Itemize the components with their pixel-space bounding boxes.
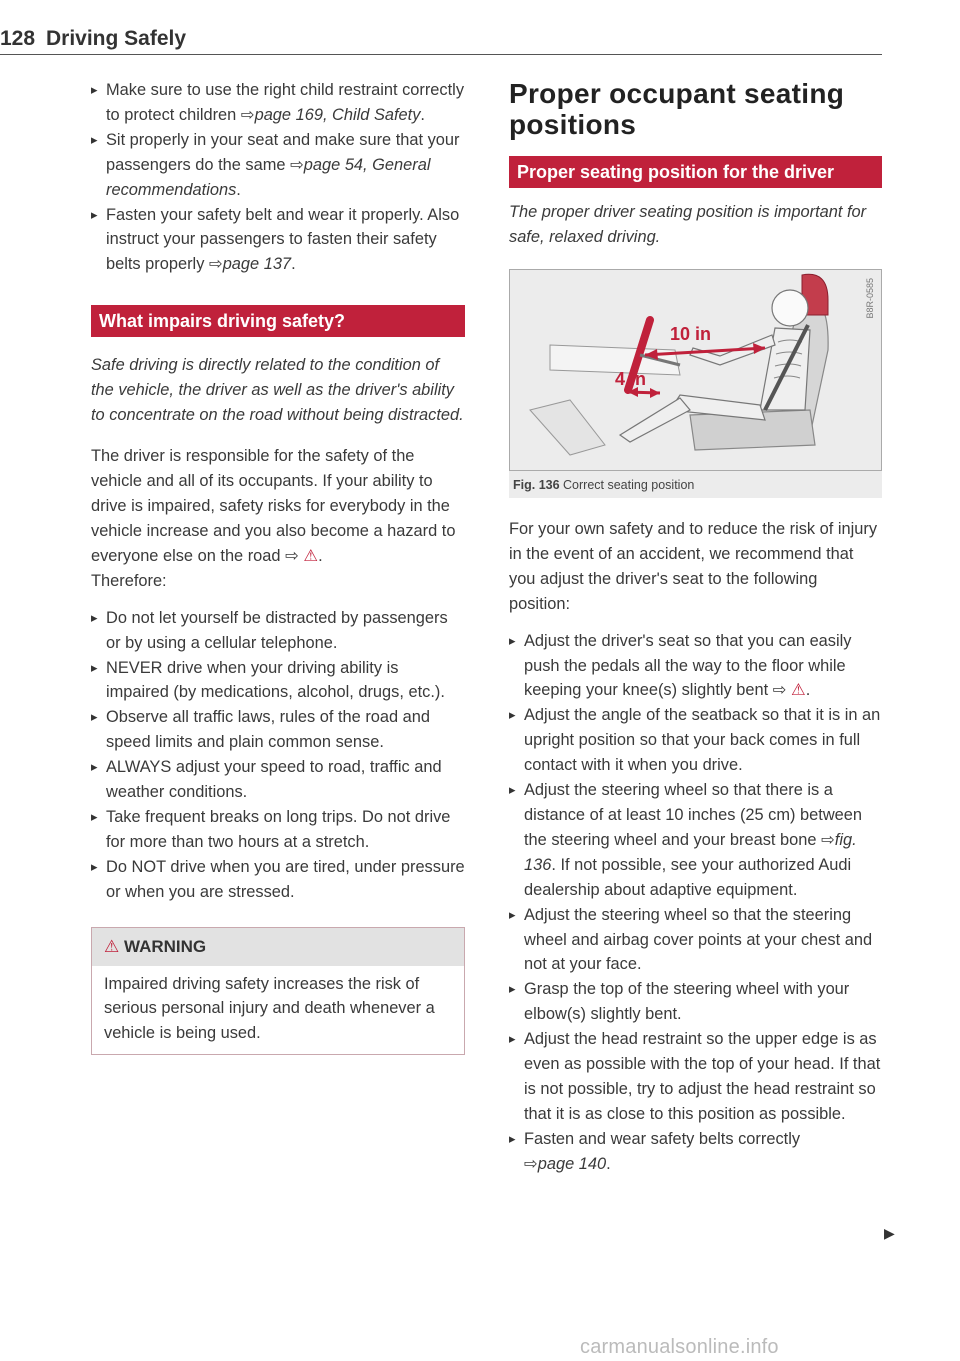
- left-column: [91, 78, 465, 1055]
- header-divider: [0, 54, 882, 55]
- seating-illustration: [509, 269, 882, 471]
- ref-arrow-icon: ⇨: [821, 830, 835, 849]
- right-column: [509, 78, 882, 1177]
- list-item: ▸ Adjust the angle of the seatback so that it is in an upright position so that your back comes in full contact with it when you drive.: [509, 703, 882, 778]
- list-item: ▸ Do not let yourself be distracted by passengers or by using a cellular telephone.: [91, 606, 465, 656]
- warning-box: [91, 927, 465, 1056]
- list-item: ▸ Fasten your safety belt and wear it properly. Also instruct your passengers to fasten their safety belts properly ⇨page 137.: [91, 203, 465, 278]
- list-item: ▸ Do NOT drive when you are tired, under pressure or when you are stressed.: [91, 855, 465, 905]
- body-text: For your own safety and to reduce the risk of injury in the event of an accident, we recommend that you adjust the driver's seat to the following position:: [509, 520, 878, 613]
- bullet-list-bottom: [91, 606, 465, 905]
- measurement-label-4in: 4 in: [615, 369, 647, 389]
- figure-code: B8R-0585: [865, 278, 875, 319]
- warning-header: [92, 928, 464, 966]
- page-title: Proper occupant seating positions: [509, 78, 845, 140]
- list-item: ▸ ALWAYS adjust your speed to road, traffic and weather conditions.: [91, 755, 465, 805]
- warning-title: WARNING: [123, 936, 207, 956]
- continue-arrow-icon: ▶: [884, 1225, 895, 1241]
- list-item: ▸ Grasp the top of the steering wheel with your elbow(s) slightly bent.: [509, 977, 882, 1027]
- warning-text: Impaired driving safety increases the risk of serious personal injury and death whenever a vehicle is being used.: [104, 974, 435, 1043]
- bullet-list-right: [509, 629, 882, 1177]
- figure-link[interactable]: fig. 136: [524, 830, 857, 874]
- intro-text: The proper driver seating position is important for safe, relaxed driving.: [509, 203, 867, 246]
- page-link[interactable]: page 137: [222, 255, 292, 274]
- section-heading: Proper seating position for the driver: [509, 156, 882, 188]
- section-heading: What impairs driving safety?: [91, 305, 465, 337]
- page-number: 128: [0, 27, 36, 50]
- figure-number: Fig. 136: [513, 478, 560, 492]
- list-item: ▸ Adjust the driver's seat so that you can easily push the pedals all the way to the floor while keeping your knee(s) slightly bent ⇨ ⚠.: [509, 629, 882, 704]
- list-item: ▸ Take frequent breaks on long trips. Do not drive for more than two hours at a stretch.: [91, 805, 465, 855]
- ref-arrow-icon: ⇨: [208, 255, 223, 274]
- page-link[interactable]: page 169, Child Safety: [254, 105, 421, 124]
- body-text: The driver is responsible for the safety of the vehicle and all of its occupants. If your ability to drive is impaired, safety risks for everybody in the vehicle increase and you also become a hazard to everyone else on the road ⇨ ⚠. Therefore:: [91, 447, 456, 590]
- list-item: ▸ Observe all traffic laws, rules of the road and speed limits and plain common sense.: [91, 705, 465, 755]
- ref-arrow-icon: ⇨: [772, 681, 787, 700]
- intro-text: Safe driving is directly related to the condition of the vehicle, the driver as well as the driver's ability to concentrate on the road without being distracted.: [91, 356, 464, 425]
- list-item: ▸ Adjust the steering wheel so that there is a distance of at least 10 inches (25 cm) between the steering wheel and your breast bone ⇨fig. 136. If not possible, see your authorized Audi dealership about adaptive equipment.: [509, 778, 882, 903]
- ref-arrow-icon: ⇨: [285, 546, 299, 565]
- list-item: ▸ Adjust the steering wheel so that the steering wheel and airbag cover points at your chest and not at your face.: [509, 903, 882, 978]
- list-item: ▸ NEVER drive when your driving ability is impaired (by medications, alcohol, drugs, etc.).: [91, 656, 465, 706]
- ref-arrow-icon: ⇨: [240, 105, 255, 124]
- section-title: Driving Safely: [46, 27, 187, 50]
- seating-position-drawing: [510, 270, 881, 470]
- warning-triangle-icon: ⚠: [303, 546, 319, 565]
- list-item: ▸ Sit properly in your seat and make sure that your passengers do the same ⇨page 54, General recommendations.: [91, 128, 465, 203]
- list-item: ▸ Fasten and wear safety belts correctly ⇨page 140.: [509, 1127, 882, 1177]
- measurement-label-10in: 10 in: [670, 324, 712, 344]
- warning-triangle-icon: ⚠: [104, 936, 120, 956]
- figure-caption: [509, 471, 882, 498]
- ref-arrow-icon: ⇨: [290, 155, 304, 174]
- ref-arrow-icon: ⇨: [524, 1154, 538, 1173]
- list-item: ▸ Adjust the head restraint so the upper edge is as even as possible with the top of your head. If that is not possible, try to adjust the head restraint so that it is as close to this position as possible.: [509, 1027, 882, 1127]
- warning-body: [92, 966, 464, 1055]
- list-item: ▸ Make sure to use the right child restraint correctly to protect children ⇨page 169, Child Safety.: [91, 78, 465, 128]
- page-link[interactable]: page 140: [537, 1154, 607, 1173]
- bullet-list-top: [91, 78, 465, 277]
- figure: [509, 269, 882, 498]
- page-link[interactable]: page 54, General recommendations: [106, 155, 431, 199]
- figure-caption-text: Correct seating position: [563, 478, 695, 492]
- watermark: carmanualsonline.info: [580, 1336, 779, 1358]
- warning-triangle-icon: ⚠: [791, 681, 806, 700]
